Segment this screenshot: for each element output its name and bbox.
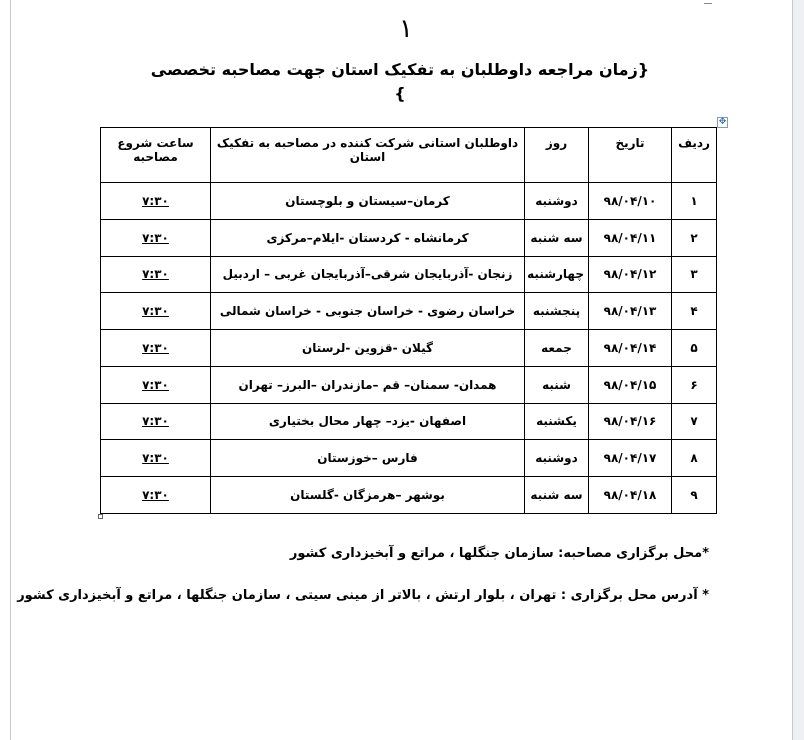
table-row — [101, 293, 717, 330]
table-row — [101, 477, 717, 514]
cell-start-time: ۷:۳۰ — [101, 403, 211, 440]
cell-date: ۹۸/۰۴/۱۶ — [589, 403, 672, 440]
table-row — [101, 219, 717, 256]
cell-start-time: ۷:۳۰ — [101, 219, 211, 256]
cell-start-time: ۷:۳۰ — [101, 293, 211, 330]
table-row — [101, 366, 717, 403]
cell-date: ۹۸/۰۴/۱۰ — [589, 183, 672, 220]
header-day: روز — [525, 128, 589, 183]
cell-radif: ۹ — [672, 477, 717, 514]
header-provinces: داوطلبان استانی شرکت کننده در مصاحبه به تفکیک استان — [211, 128, 525, 183]
table-row — [101, 403, 717, 440]
table-header-row — [101, 128, 717, 183]
table-row — [101, 183, 717, 220]
cell-start-time: ۷:۳۰ — [101, 440, 211, 477]
cell-date: ۹۸/۰۴/۱۴ — [589, 330, 672, 367]
header-radif: ردیف — [672, 128, 717, 183]
cell-provinces: اصفهان -یزد– چهار محال بختیاری — [211, 403, 525, 440]
page-corner-mark — [704, 0, 712, 4]
cell-day: دوشنبه — [525, 183, 589, 220]
address-note: * آدرس محل برگزاری : تهران ، بلوار ارتش ، بالاتر از مینی سیتی ، سازمان جنگلها ، مراتع و آبخیزداری کشور — [17, 588, 709, 603]
cell-radif: ۴ — [672, 293, 717, 330]
cell-date: ۹۸/۰۴/۱۲ — [589, 256, 672, 293]
cell-provinces: فارس –خوزستان — [211, 440, 525, 477]
cell-day: سه شنبه — [525, 477, 589, 514]
cell-day: پنجشنبه — [525, 293, 589, 330]
cell-provinces: همدان- سمنان– قم –مازندران –البرز– تهران — [211, 366, 525, 403]
header-date: تاریخ — [589, 128, 672, 183]
cell-day: دوشنبه — [525, 440, 589, 477]
cell-day: شنبه — [525, 366, 589, 403]
cell-radif: ۶ — [672, 366, 717, 403]
header-start-time: ساعت شروع مصاحبه — [101, 128, 211, 183]
cell-day: سه شنبه — [525, 219, 589, 256]
cell-date: ۹۸/۰۴/۱۸ — [589, 477, 672, 514]
cell-start-time: ۷:۳۰ — [101, 330, 211, 367]
cell-date: ۹۸/۰۴/۱۷ — [589, 440, 672, 477]
cell-provinces: زنجان -آذربایجان شرقی–آذربایجان غربی – اردبیل — [211, 256, 525, 293]
cell-provinces: کرمانشاه - کردستان -ایلام–مرکزی — [211, 219, 525, 256]
table-row — [101, 256, 717, 293]
cell-provinces: کرمان–سیستان و بلوچستان — [211, 183, 525, 220]
cell-date: ۹۸/۰۴/۱۱ — [589, 219, 672, 256]
cell-date: ۹۸/۰۴/۱۳ — [589, 293, 672, 330]
cell-radif: ۸ — [672, 440, 717, 477]
cell-start-time: ۷:۳۰ — [101, 477, 211, 514]
table-move-handle-icon[interactable]: ✥ — [718, 117, 727, 127]
cell-start-time: ۷:۳۰ — [101, 366, 211, 403]
cell-provinces: گیلان -قزوین -لرستان — [211, 330, 525, 367]
page-edge-right — [792, 0, 793, 740]
window-scroll-strip[interactable] — [793, 0, 804, 740]
venue-note: *محل برگزاری مصاحبه: سازمان جنگلها ، مراتع و آبخیزداری کشور — [289, 546, 709, 561]
interview-schedule-table — [100, 127, 717, 514]
cell-day: جمعه — [525, 330, 589, 367]
cell-day: چهارشنبه — [525, 256, 589, 293]
cell-provinces: خراسان رضوی - خراسان جنوبی - خراسان شمالی — [211, 293, 525, 330]
table-row — [101, 330, 717, 367]
cell-radif: ۷ — [672, 403, 717, 440]
page-title: {زمان مراجعه داوطلبان به تفکیک استان جهت مصاحبه تخصصی } — [150, 60, 650, 103]
cell-radif: ۳ — [672, 256, 717, 293]
table-row — [101, 440, 717, 477]
cell-radif: ۱ — [672, 183, 717, 220]
table-resize-handle[interactable] — [98, 514, 103, 519]
cell-radif: ۲ — [672, 219, 717, 256]
cell-start-time: ۷:۳۰ — [101, 183, 211, 220]
page-number: ۱ — [399, 14, 413, 44]
cell-radif: ۵ — [672, 330, 717, 367]
cell-day: یکشنبه — [525, 403, 589, 440]
page-edge-left — [10, 0, 11, 740]
cell-start-time: ۷:۳۰ — [101, 256, 211, 293]
cell-provinces: بوشهر –هرمزگان -گلستان — [211, 477, 525, 514]
cell-date: ۹۸/۰۴/۱۵ — [589, 366, 672, 403]
